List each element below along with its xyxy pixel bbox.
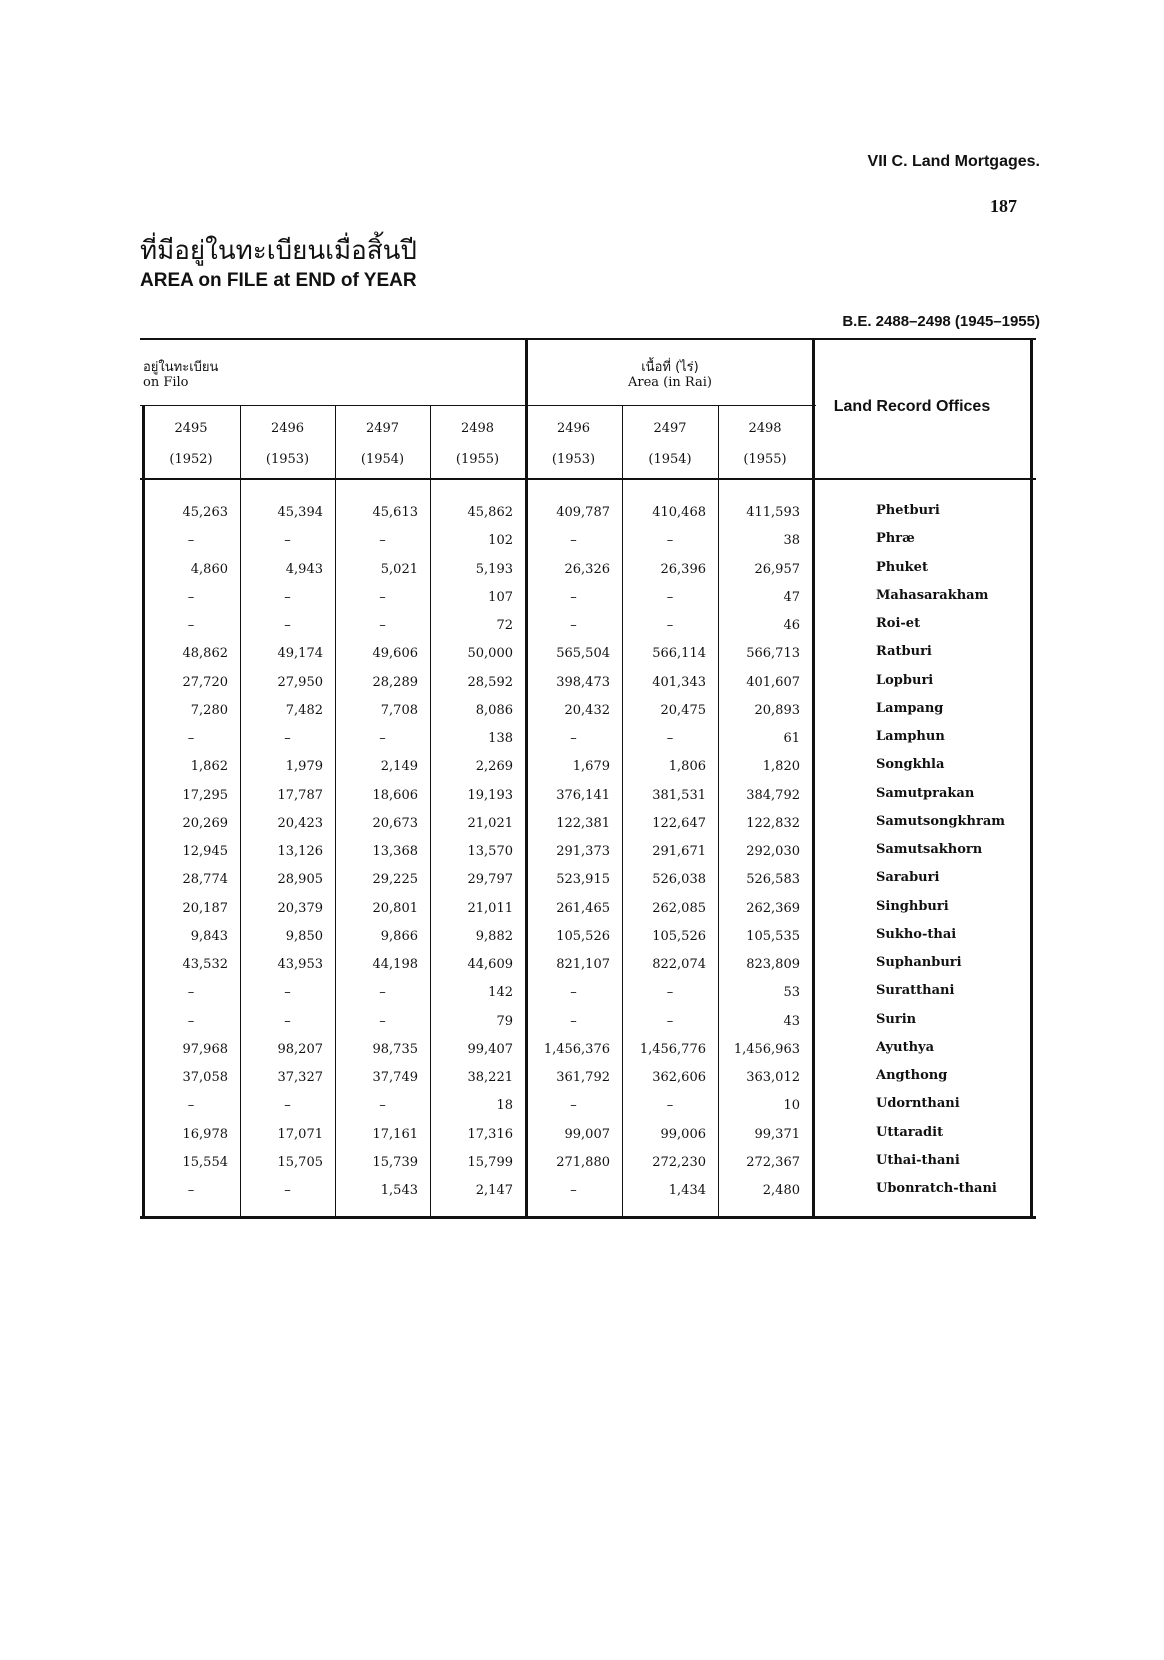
table-cell: 565,504: [556, 646, 610, 662]
table-cell: –: [379, 985, 386, 1001]
table-cell: 18,606: [372, 787, 418, 803]
column-header-year: 2498: [748, 421, 782, 436]
table-cell: 38,221: [467, 1070, 513, 1085]
table-cell: 98,735: [372, 1041, 418, 1057]
table-cell: 26,957: [754, 561, 800, 577]
table-cell: 1,979: [285, 759, 323, 775]
table-cell: –: [284, 985, 291, 1001]
column-header-year: 2497: [653, 421, 687, 436]
table-cell: 102: [488, 533, 513, 549]
table-cell: 45,263: [182, 505, 228, 520]
table-cell: –: [379, 1098, 386, 1114]
table-cell: 361,792: [556, 1070, 610, 1085]
offices-divider: [812, 340, 815, 1218]
table-cell: 45,394: [277, 505, 323, 520]
table-cell: 28,905: [277, 872, 323, 888]
period-label: B.E. 2488–2498 (1945–1955): [842, 313, 1040, 330]
table-cell: 272,367: [746, 1154, 800, 1170]
table-cell: –: [187, 731, 195, 746]
table-cell: 10: [783, 1098, 800, 1114]
table-cell: –: [284, 1098, 291, 1114]
table-cell: 16,978: [182, 1126, 228, 1142]
table-cell: 43,532: [182, 957, 228, 972]
table-cell: 28,774: [182, 872, 228, 888]
table-cell: 4,860: [190, 561, 228, 577]
table-cell: 1,820: [762, 759, 800, 775]
table-cell: 262,085: [652, 900, 706, 916]
table-cell: 566,713: [746, 646, 800, 662]
table-cell: 261,465: [556, 900, 610, 916]
table-cell: 362,606: [652, 1070, 706, 1085]
table-cell: 38: [783, 533, 800, 549]
table-cell: 272,230: [652, 1154, 706, 1170]
table-cell: 9,882: [475, 928, 513, 944]
table-cell: 262,369: [746, 900, 800, 916]
table-right-border: [1030, 340, 1033, 1218]
table-cell: 105,526: [652, 928, 706, 944]
table-cell: 363,012: [746, 1070, 800, 1085]
table-cell: 1,806: [668, 759, 706, 775]
table-cell: 821,107: [556, 957, 610, 972]
table-cell: –: [570, 1098, 577, 1114]
group-header-on-file-thai: อยู่ในทะเบียน: [143, 360, 219, 375]
table-cell: 271,880: [556, 1154, 610, 1170]
table-cell: 20,379: [277, 900, 323, 916]
table-cell: –: [570, 1013, 577, 1029]
table-cell: 105,535: [746, 928, 800, 944]
table-cell: 105,526: [556, 928, 610, 944]
table-cell: 48,862: [182, 646, 228, 662]
table-cell: –: [187, 618, 195, 633]
group-header-area-en: Area (in Rai): [628, 375, 712, 390]
office-name: Uttaradit: [876, 1124, 944, 1140]
header-bottom-rule: [140, 478, 1036, 480]
table-title-english: AREA on FILE at END of YEAR: [140, 270, 417, 291]
table-cell: 46: [783, 618, 800, 633]
table-cell: 291,671: [652, 844, 706, 859]
table-cell: 61: [783, 731, 800, 746]
table-cell: 97,968: [182, 1041, 228, 1057]
table-bottom-rule: [140, 1216, 1036, 1219]
table-cell: 9,850: [285, 928, 323, 944]
page-number: 187: [990, 196, 1017, 216]
table-cell: –: [570, 589, 577, 605]
table-cell: 401,343: [652, 674, 706, 690]
table-cell: 2,269: [475, 759, 513, 775]
column-header-year: 2498: [460, 421, 495, 436]
table-cell: 20,673: [372, 815, 418, 831]
table-cell: –: [284, 731, 291, 746]
table-cell: 381,531: [652, 787, 706, 803]
table-cell: –: [284, 1183, 291, 1198]
office-name: Suphanburi: [876, 955, 962, 970]
table-cell: –: [666, 731, 674, 746]
group-header-on-file-en: on Filo: [143, 375, 189, 390]
col-divider-3: [430, 405, 431, 1218]
table-cell: 20,423: [277, 815, 323, 831]
table-cell: 5,193: [475, 561, 513, 577]
table-cell: 37,058: [182, 1070, 228, 1085]
section-title: VII C. Land Mortgages.: [867, 153, 1040, 170]
table-cell: 17,295: [182, 787, 228, 803]
table-cell: –: [666, 618, 674, 633]
table-cell: –: [666, 985, 674, 1001]
table-cell: 20,269: [182, 815, 228, 831]
table-cell: 142: [488, 985, 513, 1001]
table-cell: 99,407: [467, 1041, 513, 1057]
table-cell: 27,950: [277, 674, 323, 690]
table-cell: 43,953: [277, 957, 323, 972]
table-cell: 1,862: [190, 759, 228, 775]
column-header-year: 2497: [365, 421, 400, 436]
table-cell: 9,866: [380, 928, 418, 944]
table-cell: –: [187, 1183, 195, 1198]
table-cell: 17,787: [277, 787, 323, 803]
table-cell: 8,086: [475, 702, 513, 718]
office-name: Phuket: [876, 559, 928, 575]
table-top-rule: [140, 338, 1036, 340]
office-name: Samutprakan: [876, 785, 975, 801]
table-cell: 410,468: [652, 505, 706, 520]
office-name: Saraburi: [876, 870, 940, 886]
column-header-ce-year: (1953): [551, 452, 596, 467]
table-cell: 20,432: [564, 702, 610, 718]
table-cell: 411,593: [746, 505, 800, 520]
table-cell: 1,456,776: [639, 1041, 706, 1057]
table-cell: 292,030: [746, 844, 800, 859]
office-name: Lopburi: [876, 672, 934, 688]
office-name: Songkhla: [876, 757, 945, 773]
table-cell: 49,606: [372, 646, 418, 662]
table-cell: 29,225: [372, 872, 418, 888]
table-cell: 99,006: [660, 1126, 706, 1142]
table-cell: –: [284, 533, 291, 549]
table-cell: –: [570, 731, 577, 746]
table-cell: –: [284, 1013, 291, 1029]
table-left-border: [142, 405, 145, 1218]
table-cell: 409,787: [556, 505, 610, 520]
column-header-year: 2496: [556, 421, 591, 436]
table-cell: 26,396: [660, 561, 706, 577]
table-cell: 53: [783, 985, 800, 1001]
table-cell: 29,797: [467, 872, 513, 888]
table-cell: 28,592: [467, 674, 513, 690]
table-cell: 1,434: [668, 1183, 706, 1198]
table-cell: 18: [496, 1098, 513, 1114]
office-name: Udornthani: [876, 1096, 960, 1112]
table-cell: 79: [496, 1013, 513, 1029]
col-divider-1: [240, 405, 241, 1218]
table-cell: 17,071: [277, 1126, 323, 1142]
table-cell: 822,074: [652, 957, 706, 972]
table-cell: 398,473: [556, 674, 610, 690]
table-cell: –: [570, 618, 577, 633]
land-record-offices-header: Land Record Offices: [833, 398, 991, 415]
table-cell: 50,000: [467, 646, 513, 662]
table-cell: –: [379, 1013, 386, 1029]
office-name: Surin: [876, 1011, 917, 1027]
table-cell: 20,187: [182, 900, 228, 916]
col-divider-5: [622, 405, 623, 1218]
office-name: Phræ: [876, 531, 915, 547]
table-cell: 107: [488, 589, 513, 605]
column-header-ce-year: (1953): [265, 452, 310, 467]
office-name: Angthong: [876, 1068, 948, 1083]
table-cell: 27,720: [182, 674, 228, 690]
table-cell: 47: [783, 589, 800, 605]
table-cell: –: [379, 589, 386, 605]
table-cell: 15,799: [467, 1154, 513, 1170]
office-name: Roi-et: [876, 616, 921, 631]
table-cell: 401,607: [746, 674, 800, 690]
table-cell: –: [570, 1183, 577, 1198]
table-cell: 20,801: [372, 900, 418, 916]
table-cell: 122,832: [746, 815, 800, 831]
table-cell: 13,570: [467, 844, 513, 859]
table-cell: –: [570, 533, 577, 549]
table-cell: 19,193: [467, 787, 513, 803]
office-name: Sukho-thai: [876, 926, 957, 942]
table-cell: 4,943: [285, 561, 323, 577]
table-cell: 13,126: [277, 844, 323, 859]
table-cell: 20,475: [660, 702, 706, 718]
office-name: Suratthani: [876, 983, 955, 999]
table-cell: –: [666, 1013, 674, 1029]
office-name: Lampang: [876, 700, 944, 716]
table-cell: 28,289: [372, 674, 418, 690]
table-cell: 122,381: [556, 815, 610, 831]
table-cell: 72: [496, 618, 513, 633]
table-cell: 99,371: [754, 1126, 800, 1142]
table-cell: –: [666, 589, 674, 605]
table-cell: 7,708: [380, 702, 418, 718]
table-cell: 823,809: [746, 957, 800, 972]
table-cell: 376,141: [556, 787, 610, 803]
office-name: Mahasarakham: [876, 587, 989, 603]
col-divider-2: [335, 405, 336, 1218]
table-cell: 20,893: [754, 702, 800, 718]
table-cell: 26,326: [564, 561, 610, 577]
table-cell: 291,373: [556, 844, 610, 859]
column-header-ce-year: (1955): [743, 452, 787, 467]
table-cell: 15,554: [182, 1154, 228, 1170]
table-cell: –: [187, 589, 195, 605]
table-cell: 138: [488, 731, 513, 746]
table-cell: 21,021: [467, 815, 513, 831]
table-cell: 21,011: [467, 900, 513, 916]
table-cell: –: [379, 731, 386, 746]
table-cell: 44,198: [372, 957, 418, 972]
office-name: Uthai-thani: [876, 1152, 960, 1168]
table-cell: 43: [783, 1013, 800, 1029]
office-name: Lamphun: [876, 729, 945, 744]
group-header-area: [528, 360, 812, 390]
table-cell: –: [284, 618, 291, 633]
table-cell: 526,038: [652, 872, 706, 888]
table-cell: –: [187, 1098, 195, 1114]
table-cell: 37,749: [372, 1070, 418, 1085]
office-name: Ubonratch-thani: [876, 1181, 997, 1196]
table-cell: 566,114: [652, 646, 706, 662]
table-cell: 122,647: [652, 815, 706, 831]
table-cell: 13,368: [372, 844, 418, 859]
table-cell: 523,915: [556, 872, 610, 888]
table-cell: –: [284, 589, 291, 605]
table-cell: 99,007: [564, 1126, 610, 1142]
column-header-year: 2496: [270, 421, 305, 436]
table-cell: 1,679: [572, 759, 610, 775]
table-cell: 2,149: [380, 759, 418, 775]
table-cell: 7,280: [190, 702, 228, 718]
group-divider: [525, 340, 528, 1218]
header-sub-rule: [140, 405, 816, 406]
table-cell: 1,456,963: [733, 1041, 800, 1057]
table-cell: 17,316: [467, 1126, 513, 1142]
table-cell: 9,843: [190, 928, 228, 944]
table-cell: 1,456,376: [543, 1041, 610, 1057]
table-cell: 2,480: [762, 1183, 800, 1198]
table-cell: 44,609: [467, 957, 513, 972]
column-header-ce-year: (1954): [648, 452, 692, 467]
column-header-ce-year: (1954): [360, 452, 405, 467]
table-cell: 384,792: [746, 787, 800, 803]
column-header-year: 2495: [174, 421, 208, 436]
table-cell: –: [187, 533, 195, 549]
col-divider-6: [718, 405, 719, 1218]
table-cell: 5,021: [380, 561, 418, 577]
group-header-on-file: [143, 360, 218, 390]
office-name: Ayuthya: [876, 1039, 934, 1055]
office-name: Ratburi: [876, 644, 932, 660]
table-cell: –: [666, 533, 674, 549]
office-name: Phetburi: [876, 503, 940, 518]
table-cell: 37,327: [277, 1070, 323, 1085]
table-cell: –: [187, 1013, 195, 1029]
office-name: Singhburi: [876, 898, 949, 914]
office-name: Samutsongkhram: [876, 813, 1006, 829]
table-cell: –: [666, 1098, 674, 1114]
table-cell: 15,739: [372, 1154, 418, 1170]
column-header-ce-year: (1955): [455, 452, 500, 467]
table-cell: 15,705: [277, 1154, 323, 1170]
column-header-ce-year: (1952): [169, 452, 213, 467]
table-cell: 49,174: [277, 646, 323, 662]
table-cell: –: [379, 618, 386, 633]
table-cell: –: [187, 985, 195, 1001]
table-cell: 2,147: [475, 1183, 513, 1198]
table-cell: 526,583: [746, 872, 800, 888]
table-cell: 17,161: [372, 1126, 418, 1142]
table-cell: 45,613: [372, 505, 418, 520]
table-cell: 45,862: [467, 505, 513, 520]
table-cell: 1,543: [380, 1183, 418, 1198]
table-title-thai: ที่มีอยู่ในทะเบียนเมื่อสิ้นปี: [140, 236, 417, 266]
table-cell: 12,945: [182, 844, 228, 859]
table-cell: 98,207: [277, 1041, 323, 1057]
group-header-area-thai: เนื้อที่ (ไร่): [641, 360, 699, 375]
table-cell: –: [379, 533, 386, 549]
table-cell: –: [570, 985, 577, 1001]
office-name: Samutsakhorn: [876, 842, 983, 857]
table-cell: 7,482: [285, 702, 323, 718]
